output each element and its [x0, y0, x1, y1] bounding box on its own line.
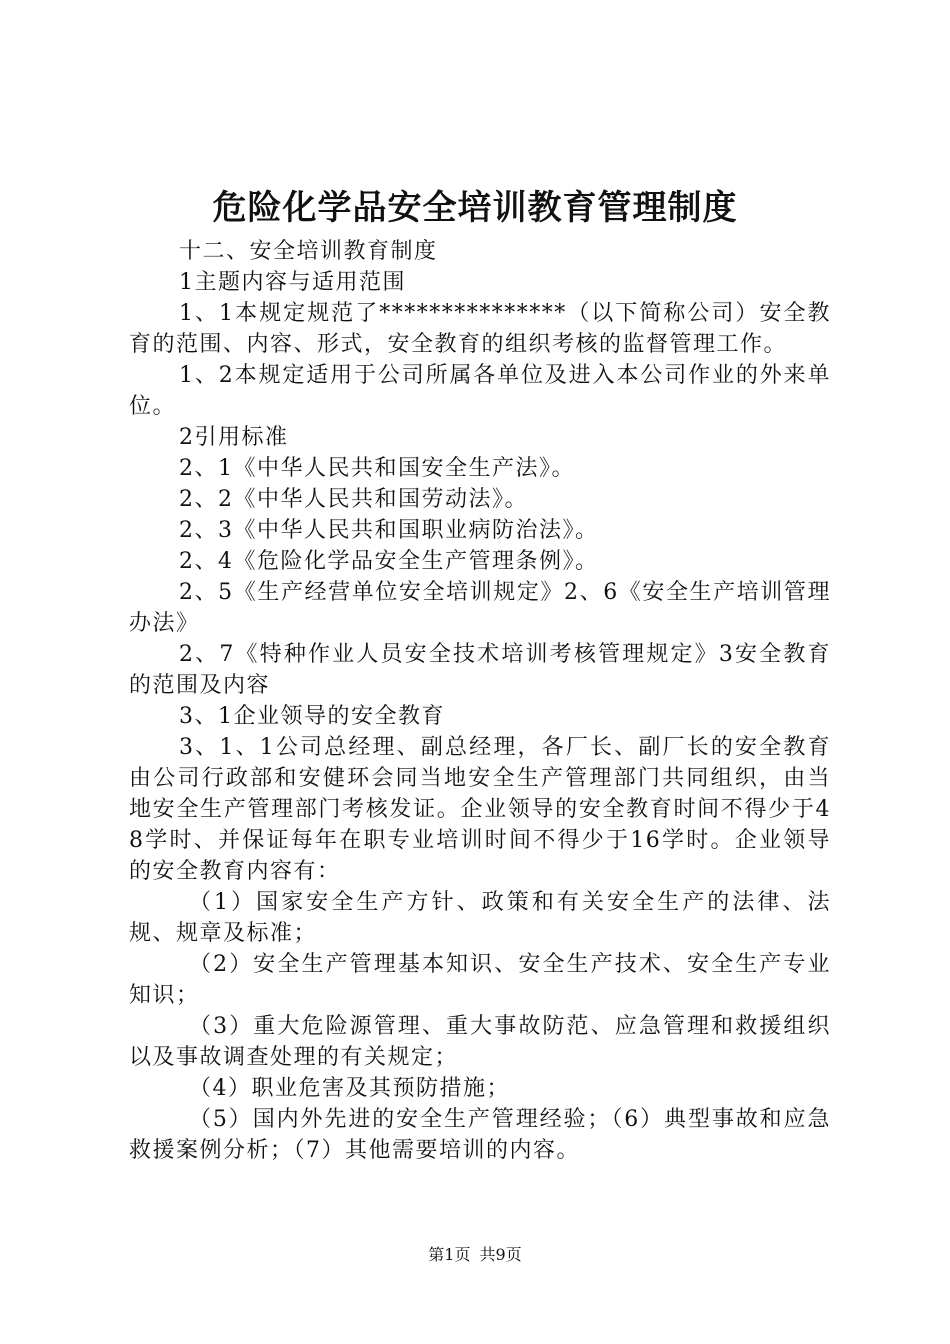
document-title: 危险化学品安全培训教育管理制度	[212, 188, 738, 228]
list-item: （5）国内外先进的安全生产管理经验；（6）典型事故和应急救援案例分析；（7）其他需要培训的内容。	[129, 1107, 831, 1163]
list-item: （2）安全生产管理基本知识、安全生产技术、安全生产专业知识；	[129, 952, 831, 1008]
list-item: （4）职业危害及其预防措施；	[189, 1076, 510, 1101]
paragraph: 1、2本规定适用于公司所属各单位及进入本公司作业的外来单位。	[129, 363, 831, 419]
document-body	[129, 236, 831, 1166]
page-number: 第1页	[428, 1245, 471, 1264]
paragraph: 2、5《生产经营单位安全培训规定》2、6《安全生产培训管理办法》	[129, 580, 831, 636]
paragraph: 2、3《中华人民共和国职业病防治法》。	[179, 518, 599, 543]
page-total: 共9页	[479, 1245, 522, 1264]
list-item: （1）国家安全生产方针、政策和有关安全生产的法律、法规、规章及标准；	[129, 890, 831, 946]
paragraph: 2、4《危险化学品安全生产管理条例》。	[179, 549, 599, 574]
paragraph: 2引用标准	[179, 425, 289, 450]
paragraph: 2、1《中华人民共和国安全生产法》。	[179, 456, 575, 481]
paragraph: 2、2《中华人民共和国劳动法》。	[179, 487, 528, 512]
page-footer	[0, 1244, 950, 1266]
paragraph: 3、1企业领导的安全教育	[179, 704, 445, 729]
paragraph: 1、1本规定规范了***************（以下简称公司）安全教育的范围、内容、形式，安全教育的组织考核的监督管理工作。	[129, 301, 831, 357]
list-item: （3）重大危险源管理、重大事故防范、应急管理和救援组织以及事故调查处理的有关规定；	[129, 1014, 831, 1070]
paragraph: 2、7《特种作业人员安全技术培训考核管理规定》3安全教育的范围及内容	[129, 642, 831, 698]
paragraph: 1主题内容与适用范围	[179, 270, 406, 295]
paragraph: 十二、安全培训教育制度	[179, 239, 438, 264]
paragraph: 3、1、1公司总经理、副总经理，各厂长、副厂长的安全教育由公司行政部和安健环会同当地安全生产管理部门共同组织，由当地安全生产管理部门考核发证。企业领导的安全教育时间不得少于48学时、并保证每年在职专业培训时间不得少于16学时。企业领导的安全教育内容有：	[129, 735, 831, 884]
